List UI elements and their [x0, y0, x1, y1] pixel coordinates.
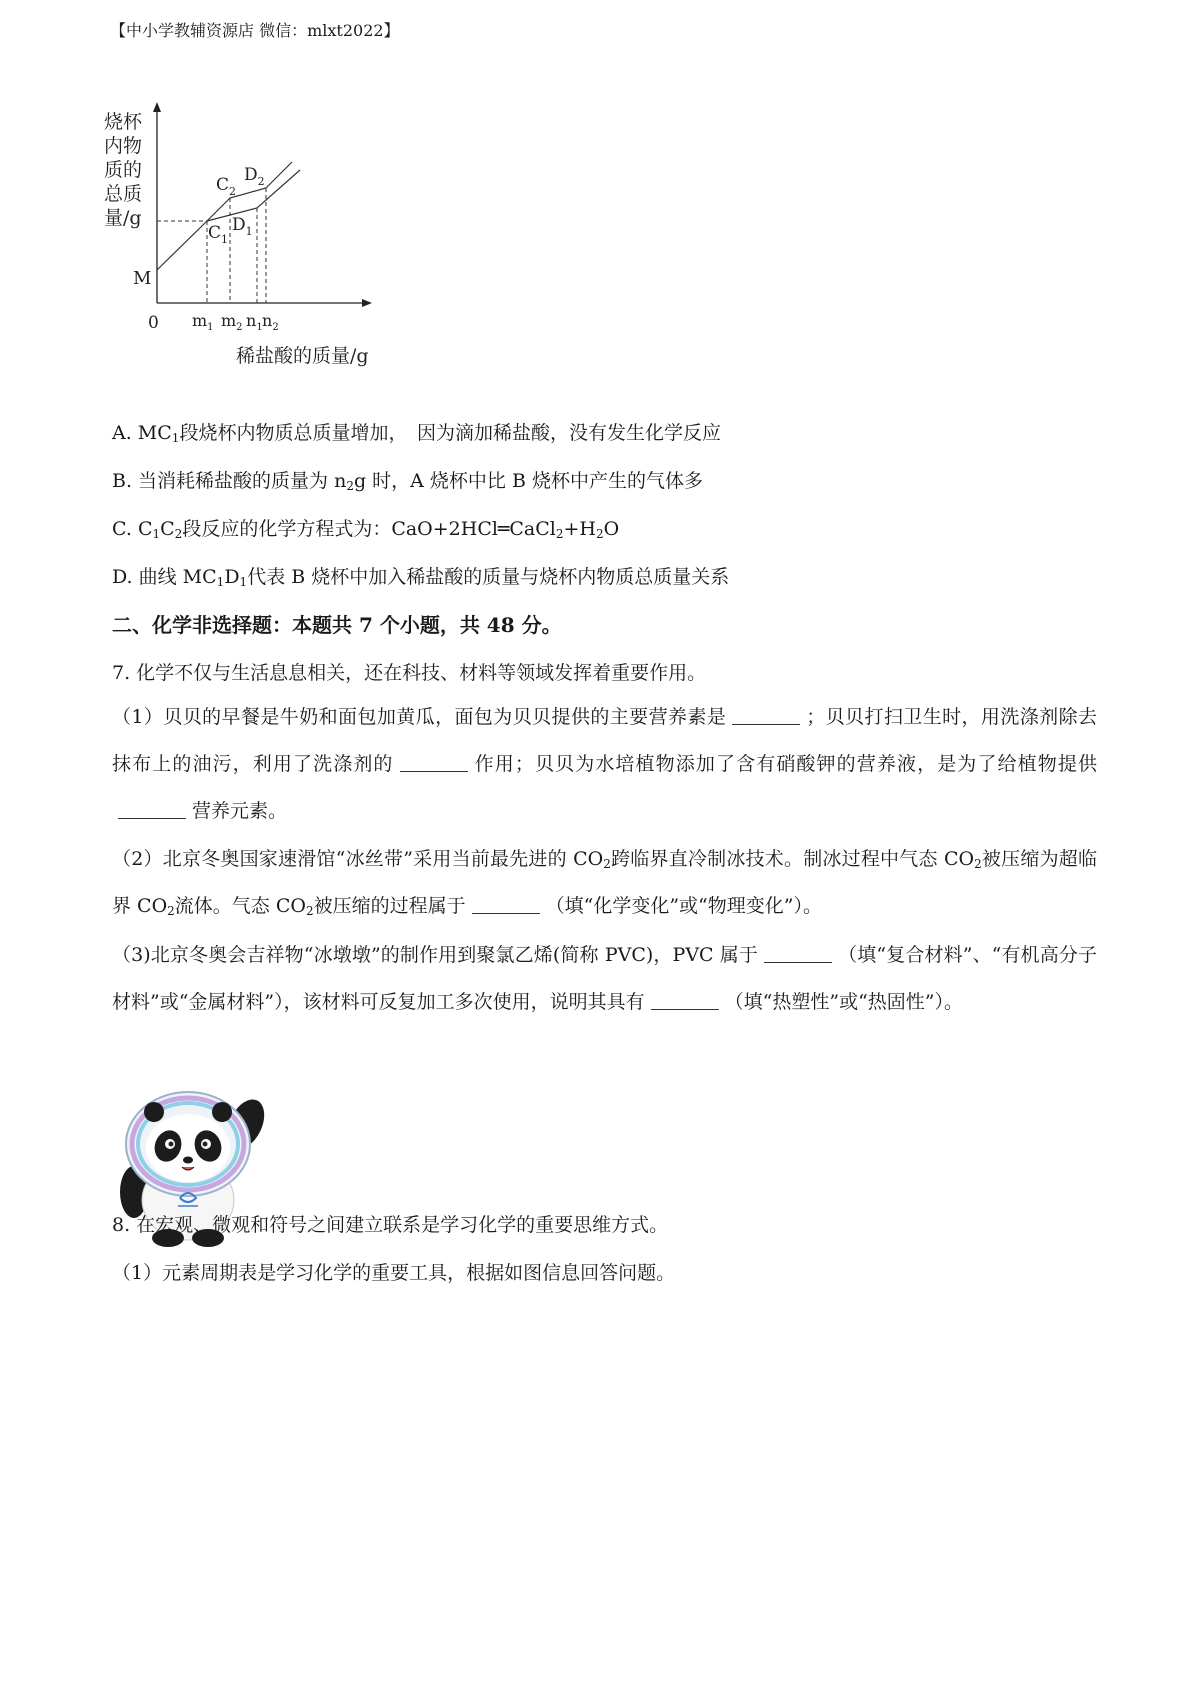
origin-label: 0: [148, 313, 159, 333]
x-tick-n2: [262, 311, 279, 333]
x-tick-n1: [246, 311, 263, 333]
answer-blank[interactable]: [651, 991, 719, 1010]
svg-text:D2: $D_2$: [244, 165, 265, 188]
x-tick-m1: [192, 311, 214, 333]
answer-blank[interactable]: [472, 895, 540, 914]
q7-part3: （3)北京冬奥会吉祥物“冰墩墩”的制作用到聚氯乙烯(简称 PVC)，PVC 属于 （填“复合材料”、“有机高分子材料”或“金属材料”），该材料可反复加工多次使用，说明其具有 （填“热塑性”或“热固性”）。: [112, 944, 1097, 1013]
point-c2-label: [216, 175, 236, 198]
svg-text:D1: $D_1$: [232, 215, 253, 238]
svg-text:C1: $C_1$: [208, 223, 229, 246]
q8-stem: 8. 在宏观、微观和符号之间建立联系是学习化学的重要思维方式。: [112, 1214, 669, 1236]
y-label-line: 内物: [104, 135, 143, 157]
point-d2-label: [244, 165, 265, 188]
answer-blank[interactable]: [400, 753, 468, 772]
svg-text:C2: $C_2$: [216, 175, 237, 198]
point-m-label: M: [133, 268, 152, 289]
y-axis-label: [104, 111, 143, 229]
y-label-line: 总质: [104, 183, 143, 205]
svg-text:n2: $n_2$: [262, 311, 279, 333]
option-b: B. 当消耗稀盐酸的质量为 $n_2g$ 时，A 烧杯中比 B 烧杯中产生的气体多: [112, 470, 703, 493]
y-label-line: 质的: [104, 159, 143, 181]
answer-blank[interactable]: [764, 944, 832, 963]
point-d1-label: [232, 215, 253, 238]
y-label-line: 量/g: [104, 207, 142, 229]
option-c: C. $C_1C_2$段反应的化学方程式为：$CaO+2HCl═CaCl_2+H_2O$: [112, 518, 620, 541]
point-c1-label: [208, 223, 228, 246]
x-tick-m2: [221, 311, 243, 333]
answer-blank[interactable]: [118, 800, 186, 819]
q7-part1: （1）贝贝的早餐是牛奶和面包加黄瓜，面包为贝贝提供的主要营养素是 ；贝贝打扫卫生时，用洗涤剂除去抹布上的油污，利用了洗涤剂的 作用；贝贝为水培植物添加了含有硝酸钾的营养液，是为了给植物提供营养元素。: [112, 706, 1097, 822]
y-label-line: 烧杯: [104, 111, 143, 133]
svg-text:m2: $m_2$: [221, 311, 243, 333]
option-d: D. 曲线 $MC_1D_1$代表 B 烧杯中加入稀盐酸的质量与烧杯内物质总质量关系: [112, 566, 730, 589]
mass-graph: [100, 98, 420, 373]
svg-text:n1: $n_1$: [246, 311, 263, 333]
page-header: 【中小学教辅资源店 微信：mlxt2022】: [110, 21, 400, 40]
option-a: A. $MC_1$段烧杯内物质总质量增加， 因为滴加稀盐酸，没有发生化学反应: [112, 422, 721, 445]
x-axis-arrow: [362, 299, 372, 307]
q7-stem: 7. 化学不仅与生活息息相关，还在科技、材料等领域发挥着重要作用。: [112, 662, 707, 684]
section-heading: 二、化学非选择题：本题共 7 个小题，共 48 分。: [112, 613, 562, 637]
svg-text:m1: $m_1$: [192, 311, 214, 333]
answer-blank[interactable]: [732, 706, 800, 725]
q7-part2: （2）北京冬奥国家速滑馆“冰丝带”采用当前最先进的 $CO_2$跨临界直冷制冰技术。制冰过程中气态 $CO_2$被压缩为超临界 $CO_2$流体。气态 $CO_2$被压缩的过程属于 （填“化学变化”或“物理变化”）。: [112, 848, 1097, 918]
y-axis-arrow: [153, 102, 161, 112]
q8-part1: （1）元素周期表是学习化学的重要工具，根据如图信息回答问题。: [112, 1262, 676, 1284]
x-axis-label: 稀盐酸的质量/g: [236, 345, 369, 367]
